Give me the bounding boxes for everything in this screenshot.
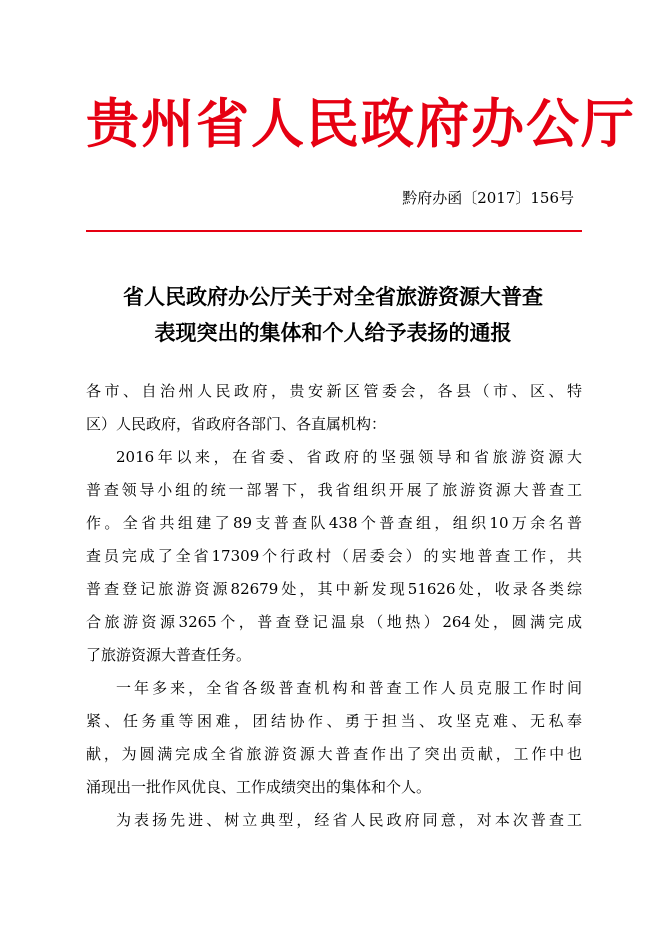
paragraph-2 [86, 672, 582, 804]
text-line: 了旅游资源大普查任务。 [86, 646, 252, 664]
document-number: 黔府办函〔2017〕156号 [402, 189, 574, 207]
issuing-authority-title: 贵州省人民政府办公厅 [86, 93, 636, 155]
text-line: 涌现出一批作风优良、工作成绩突出的集体和个人。 [86, 778, 432, 796]
text-line: 各市、自治州人民政府，贵安新区管委会，各县（市、区、特 [86, 382, 582, 400]
text-line: 合旅游资源3265个，普查登记温泉（地热）264处，圆满完成 [86, 613, 582, 631]
document-body [86, 375, 582, 837]
text-line: 献，为圆满完成全省旅游资源大普查作出了突出贡献，工作中也 [86, 745, 582, 763]
text-line: 一年多来，全省各级普查机构和普查工作人员克服工作时间 [116, 679, 582, 697]
text-line: 紧、任务重等困难，团结协作、勇于担当、攻坚克难、无私奉 [86, 712, 582, 730]
red-divider-line [86, 230, 582, 232]
text-line: 普查登记旅游资源82679处，其中新发现51626处，收录各类综 [86, 580, 582, 598]
text-line: 作。全省共组建了89支普查队438个普查组，组织10万余名普 [86, 514, 582, 532]
paragraph-1 [86, 441, 582, 672]
paragraph-3 [86, 804, 582, 837]
text-line: 2016年以来，在省委、省政府的坚强领导和省旅游资源大 [116, 448, 582, 466]
document-title [60, 279, 606, 351]
text-line: 普查领导小组的统一部署下，我省组织开展了旅游资源大普查工 [86, 481, 582, 499]
text-line: 为表扬先进、树立典型，经省人民政府同意，对本次普查工 [116, 811, 582, 829]
text-line: 查员完成了全省17309个行政村（居委会）的实地普查工作，共 [86, 547, 582, 565]
text-line: 区）人民政府，省政府各部门、各直属机构： [86, 415, 387, 433]
addressee-paragraph [86, 375, 582, 441]
document-title-line-1: 省人民政府办公厅关于对全省旅游资源大普查 [123, 285, 543, 309]
document-title-line-2: 表现突出的集体和个人给予表扬的通报 [154, 321, 512, 345]
